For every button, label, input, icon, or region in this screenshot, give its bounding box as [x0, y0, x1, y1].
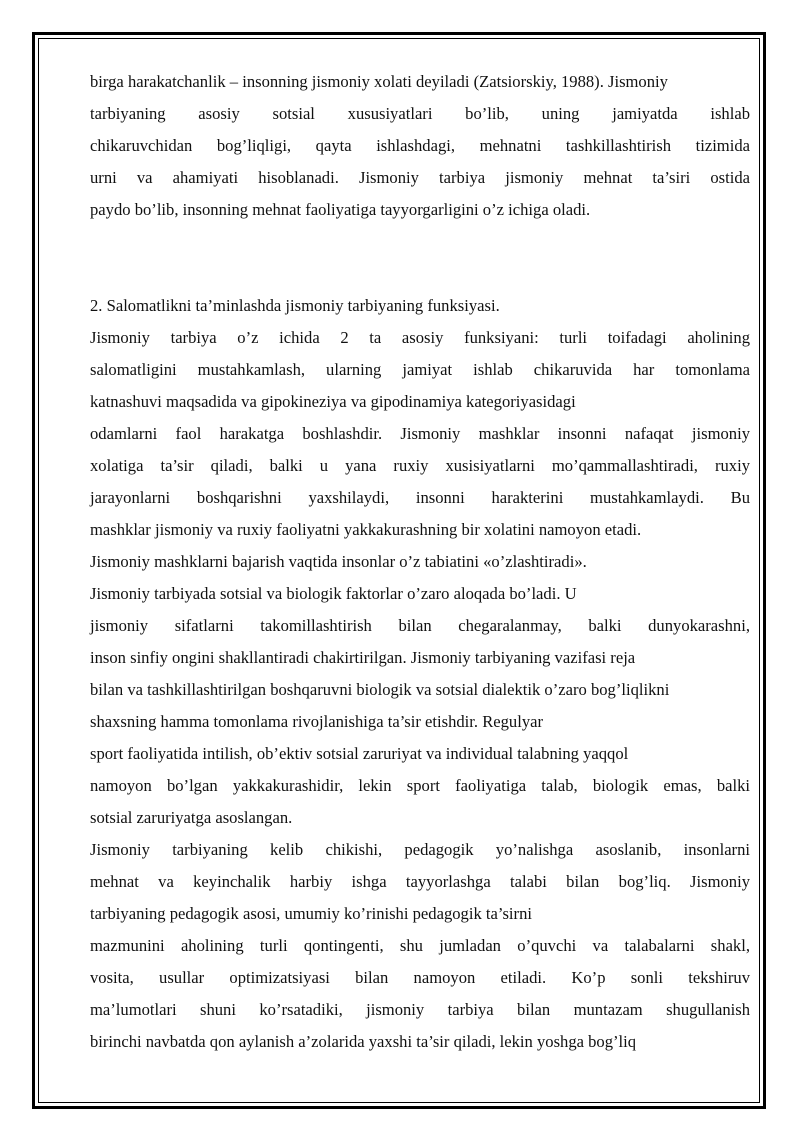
text-line: salomatligini mustahkamlash, ularning jamiyat ishlab chikaruvida har tomonlama	[90, 360, 750, 379]
text-line: birga harakatchanlik – insonning jismoniy xolati deyiladi (Zatsiorskiy, 1988). Jismoniy	[90, 72, 668, 91]
text-line: tarbiyaning pedagogik asosi, umumiy ko’rinishi pedagogik ta’sirni	[90, 904, 532, 923]
text-line: vosita, usullar optimizatsiyasi bilan namoyon etiladi. Ko’p sonli tekshiruv	[90, 968, 750, 987]
text-line: Jismoniy tarbiya o’z ichida 2 ta asosiy funksiyani: turli toifadagi aholining	[90, 328, 750, 347]
section-heading: 2. Salomatlikni ta’minlashda jismoniy tarbiyaning funksiyasi.	[90, 296, 500, 315]
text-line: mashklar jismoniy va ruxiy faoliyatni yakkakurashning bir xolatini namoyon etadi.	[90, 520, 642, 539]
text-line: Jismoniy tarbiyaning kelib chikishi, pedagogik yo’nalishga asoslanib, insonlarni	[90, 840, 750, 859]
paragraph-1	[90, 66, 750, 226]
text-line: sotsial zaruriyatga asoslangan.	[90, 808, 293, 827]
text-line: inson sinfiy ongini shakllantiradi chakirtirilgan. Jismoniy tarbiyaning vazifasi reja	[90, 648, 636, 667]
text-line: xolatiga ta’sir qiladi, balki u yana ruxiy xusisiyatlarni mo’qammallashtiradi, ruxiy	[90, 456, 750, 475]
text-line: paydo bo’lib, insonning mehnat faoliyatiga tayyorgarligini o’z ichiga oladi.	[90, 200, 591, 219]
text-line: Jismoniy mashklarni bajarish vaqtida insonlar o’z tabiatini «o’zlashtiradi».	[90, 552, 587, 571]
text-line: urni va ahamiyati hisoblanadi. Jismoniy tarbiya jismoniy mehnat ta’siri ostida	[90, 168, 750, 187]
text-line: mehnat va keyinchalik harbiy ishga tayyorlashga talabi bilan bog’liq. Jismoniy	[90, 872, 750, 891]
text-line: mazmunini aholining turli qontingenti, shu jumladan o’quvchi va talabalarni shakl,	[90, 936, 750, 955]
text-line: odamlarni faol harakatga boshlashdir. Jismoniy mashklar insonni nafaqat jismoniy	[90, 424, 750, 443]
text-line: sport faoliyatida intilish, ob’ektiv sotsial zaruriyat va individual talabning yaqqol	[90, 744, 629, 763]
text-line: ma’lumotlari shuni ko’rsatadiki, jismoniy tarbiya bilan muntazam shugullanish	[90, 1000, 750, 1019]
text-line: Jismoniy tarbiyada sotsial va biologik faktorlar o’zaro aloqada bo’ladi. U	[90, 584, 577, 603]
text-line: katnashuvi maqsadida va gipokineziya va gipodinamiya kategoriyasidagi	[90, 392, 576, 411]
text-line: jismoniy sifatlarni takomillashtirish bilan chegaralanmay, balki dunyokarashni,	[90, 616, 750, 635]
text-line: tarbiyaning asosiy sotsial xususiyatlari bo’lib, uning jamiyatda ishlab	[90, 104, 750, 123]
text-line: chikaruvchidan bog’liqligi, qayta ishlashdagi, mehnatni tashkillashtirish tizimida	[90, 136, 750, 155]
text-line: shaxsning hamma tomonlama rivojlanishiga ta’sir etishdir. Regulyar	[90, 712, 544, 731]
text-line: jarayonlarni boshqarishni yaxshilaydi, insonni harakterini mustahkamlaydi. Bu	[90, 488, 750, 507]
paragraph-gap	[90, 226, 750, 290]
document-body	[90, 66, 750, 1058]
text-line: birinchi navbatda qon aylanish a’zolarida yaxshi ta’sir qiladi, lekin yoshga bog’liq	[90, 1032, 637, 1051]
text-line: namoyon bo’lgan yakkakurashidir, lekin sport faoliyatiga talab, biologik emas, balki	[90, 776, 750, 795]
text-line: bilan va tashkillashtirilgan boshqaruvni biologik va sotsial dialektik o’zaro bog’liqlikni	[90, 680, 670, 699]
paragraph-2	[90, 322, 750, 1058]
